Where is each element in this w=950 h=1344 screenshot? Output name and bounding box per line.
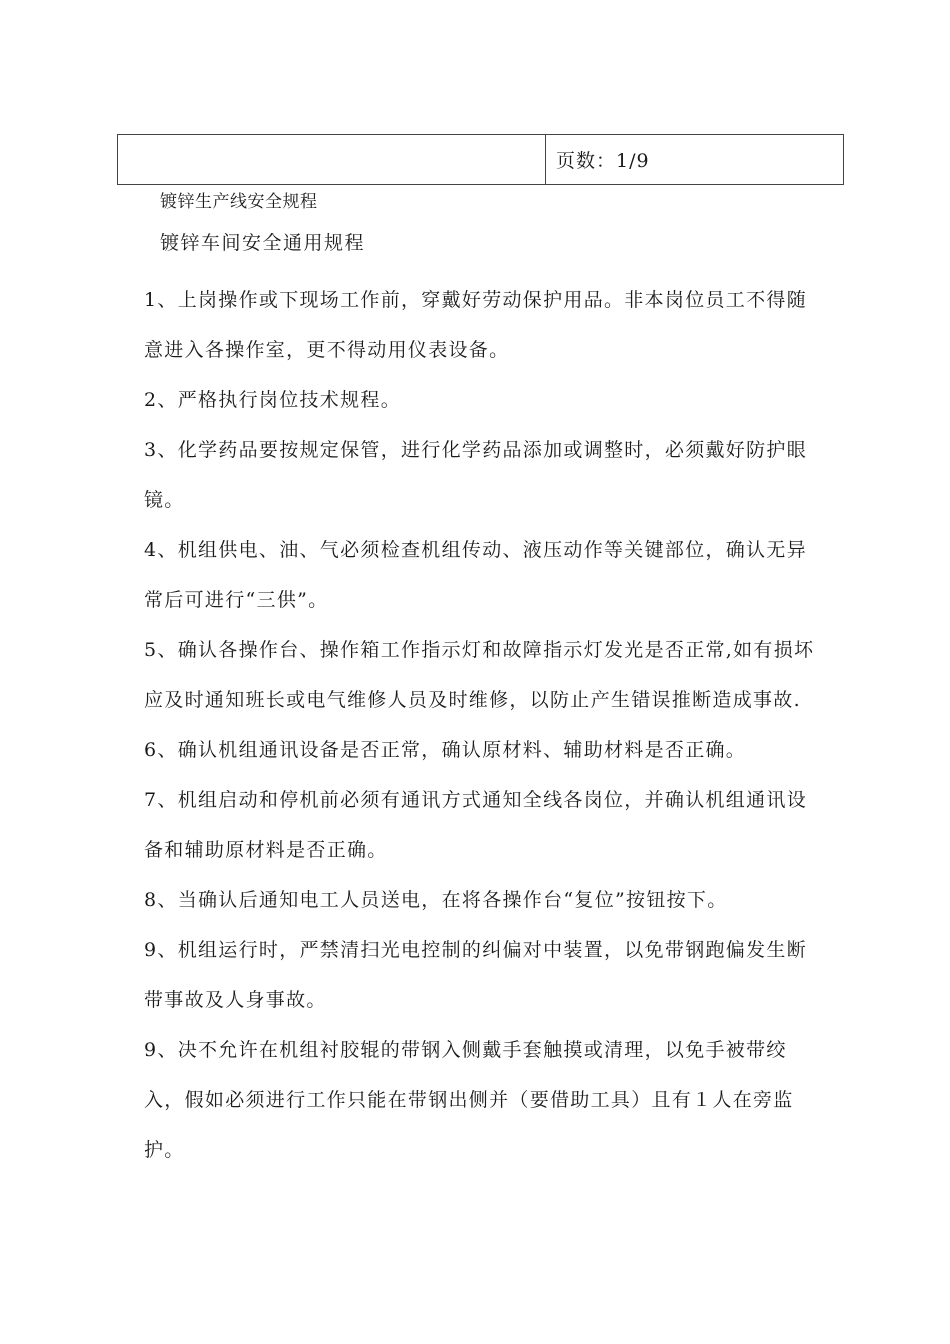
header-table	[117, 134, 844, 185]
header-cell-blank	[118, 135, 546, 184]
document-title: 镀锌生产线安全规程	[160, 192, 318, 212]
rule-item: 9、决不允许在机组衬胶辊的带钢入侧戴手套触摸或清理，以免手被带绞入，假如必须进行工作只能在带钢出侧并（要借助工具）且有１人在旁监护。	[144, 1039, 794, 1161]
rule-item: 9、机组运行时，严禁清扫光电控制的纠偏对中装置，以免带钢跑偏发生断带事故及人身事故。	[144, 939, 807, 1011]
rule-item: 1、上岗操作或下现场工作前，穿戴好劳动保护用品。非本岗位员工不得随意进入各操作室，更不得动用仪表设备。	[144, 289, 807, 361]
rule-item: 5、确认各操作台、操作箱工作指示灯和故障指示灯发光是否正常,如有损坏应及时通知班长或电气维修人员及时维修，以防止产生错误推断造成事故.	[144, 639, 815, 711]
rules-list	[144, 275, 824, 1175]
rule-item: 4、机组供电、油、气必须检查机组传动、液压动作等关键部位，确认无异常后可进行“三供”。	[144, 539, 807, 611]
page-count: 页数：1/9	[556, 150, 650, 172]
rule-item: 2、严格执行岗位技术规程。	[144, 389, 401, 411]
section-title: 镀锌车间安全通用规程	[160, 232, 366, 254]
rule-item: 3、化学药品要按规定保管，进行化学药品添加或调整时，必须戴好防护眼镜。	[144, 439, 807, 511]
rule-item: 8、当确认后通知电工人员送电，在将各操作台“复位”按钮按下。	[144, 889, 728, 911]
rule-item: 7、机组启动和停机前必须有通讯方式通知全线各岗位，并确认机组通讯设备和辅助原材料是否正确。	[144, 789, 807, 861]
rule-item: 6、确认机组通讯设备是否正常，确认原材料、辅助材料是否正确。	[144, 739, 747, 761]
